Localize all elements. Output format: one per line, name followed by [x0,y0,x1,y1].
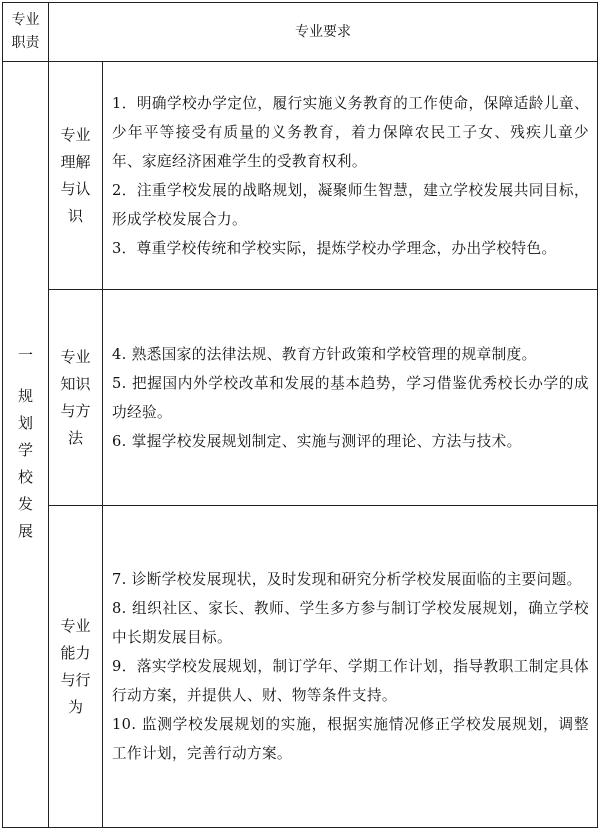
duty-char-1: 规 [17,387,33,405]
requirement-item-5: 5. 把握国内外学校改革和发展的基本趋势，学习借鉴优秀校长办学的成功经验。 [112,374,589,421]
professional-requirements-table [2,2,598,828]
duty-cell [3,62,49,828]
header-duty-cell [3,3,49,62]
category-cell-ability [49,506,103,828]
duty-char-2: 划 [17,414,33,432]
category-line: 法 [67,428,83,447]
section-row-understanding [3,62,598,290]
requirement-item-8: 8. 组织社区、家长、教师、学生多方参与制订学校发展规划，确立学校中长期发展目标。 [112,600,589,646]
category-line: 与认 [60,179,91,198]
category-line: 知识 [60,374,91,393]
requirement-item-10: 10. 监测学校发展规划的实施，根据实施情况修正学校发展规划，调整工作计划，完善行动方案。 [112,716,589,762]
requirement-item-3: 3．尊重学校传统和学校实际，提炼学校办学理念，办出学校特色。 [112,239,557,257]
requirement-item-9: 9．落实学校发展规划，制订学年、学期工作计划，指导教职工制定具体行动方案，并提供人、财、物等条件支持。 [112,658,589,704]
duty-char-3: 学 [17,441,33,459]
header-duty-line-2: 职责 [11,35,40,51]
category-line: 专业 [60,125,91,144]
category-line: 理解 [60,152,91,171]
requirement-item-6: 6. 掌握学校发展规划制定、实施与测评的理论、方法与技术。 [112,432,522,450]
section-row-knowledge [3,290,598,506]
requirement-item-1: 1．明确学校办学定位，履行实施义务教育的工作使命，保障适龄儿童、少年平等接受有质量的义务教育，着力保障农民工子女、残疾儿童少年、家庭经济困难学生的受教育权利。 [112,94,589,170]
duty-char-5: 发 [17,495,33,513]
requirement-item-4: 4. 熟悉国家的法律法规、教育方针政策和学校管理的规章制度。 [112,345,537,363]
category-line: 为 [67,697,83,716]
category-cell-understanding [49,62,103,290]
content-cell-ability [103,506,598,828]
duty-char-6: 展 [17,522,33,540]
category-line: 与行 [60,670,91,689]
category-line: 与方 [60,401,91,420]
requirement-item-2: 2．注重学校发展的战略规划，凝聚师生智慧，建立学校发展共同目标，形成学校发展合力。 [112,181,589,228]
category-cell-knowledge [49,290,103,506]
category-line: 识 [67,206,83,225]
section-row-ability [3,506,598,828]
header-duty-line-1: 专业 [11,12,40,28]
duty-char-4: 校 [17,468,33,486]
duty-number: 一 [17,346,33,364]
content-cell-understanding [103,62,598,290]
requirement-item-7: 7. 诊断学校发展现状，及时发现和研究分析学校发展面临的主要问题。 [112,571,582,588]
content-cell-knowledge [103,290,598,506]
header-requirement-cell: 专业要求 [49,3,598,62]
category-line: 专业 [60,616,91,635]
category-line: 能力 [60,643,91,662]
header-row [3,3,598,62]
category-line: 专业 [60,347,91,366]
